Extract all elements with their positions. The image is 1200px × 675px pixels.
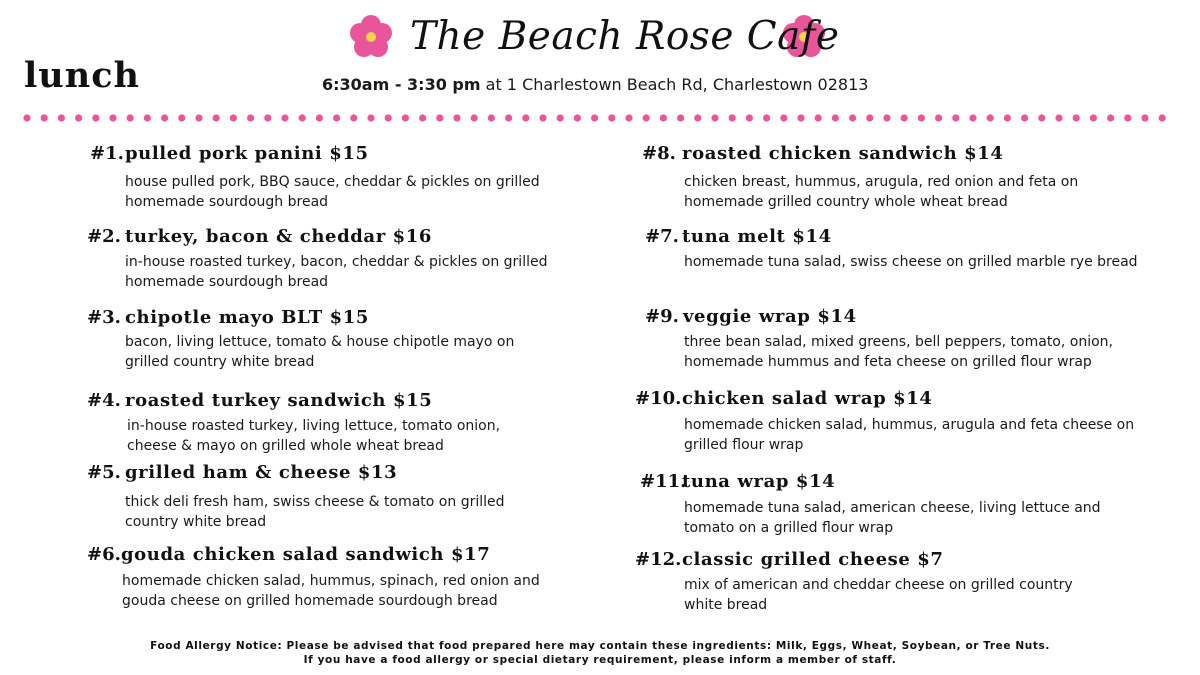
item-number: #11. <box>640 471 687 492</box>
divider-dot <box>557 114 564 121</box>
item-name: veggie wrap $14 <box>683 306 857 327</box>
item-name: turkey, bacon & cheddar $16 <box>125 226 433 247</box>
divider-dot <box>780 114 787 121</box>
item-name: grilled ham & cheese $13 <box>125 462 398 483</box>
item-name: classic grilled cheese $7 <box>682 549 944 570</box>
divider-dot <box>316 114 323 121</box>
divider-dot <box>969 114 976 121</box>
allergy-notice-line2: If you have a food allergy or special dietary requirement, please inform a member of staff. <box>303 654 897 666</box>
divider-dot <box>230 114 237 121</box>
divider-dot <box>58 114 65 121</box>
item-description: homemade chicken salad, hummus, arugula and feta cheese on grilled flour wrap <box>684 417 1135 453</box>
divider-dot <box>1090 114 1097 121</box>
item-description: bacon, living lettuce, tomato & house chipotle mayo on grilled country white bread <box>125 334 515 370</box>
divider-dot <box>23 114 30 121</box>
item-number: #3. <box>87 307 121 328</box>
divider-dot <box>711 114 718 121</box>
divider-dot <box>901 114 908 121</box>
divider-dot <box>608 114 615 121</box>
item-description: homemade chicken salad, hummus, spinach, red onion and gouda cheese on grilled homemade sourdough bread <box>122 573 540 609</box>
divider-dot <box>350 114 357 121</box>
divider-dot <box>746 114 753 121</box>
address: at 1 Charlestown Beach Rd, Charlestown 02813 <box>480 75 869 94</box>
item-number: #7. <box>645 226 679 247</box>
item-description: homemade tuna salad, swiss cheese on grilled marble rye bread <box>684 254 1138 270</box>
divider-dot <box>815 114 822 121</box>
divider-dot <box>883 114 890 121</box>
divider-dot <box>832 114 839 121</box>
item-description: thick deli fresh ham, swiss cheese & tomato on grilled country white bread <box>125 494 505 530</box>
dotted-divider <box>22 113 1182 123</box>
divider-dot <box>299 114 306 121</box>
item-name: chicken salad wrap $14 <box>682 388 933 409</box>
divider-dot <box>127 114 134 121</box>
item-number: #9. <box>645 306 679 327</box>
cafe-title: The Beach Rose Cafe <box>410 14 840 59</box>
item-name: chipotle mayo BLT $15 <box>125 307 370 328</box>
item-number: #4. <box>87 390 121 411</box>
divider-dot <box>677 114 684 121</box>
hours-address <box>322 75 868 94</box>
divider-dot <box>694 114 701 121</box>
item-number: #10. <box>635 388 682 409</box>
divider-dot <box>144 114 151 121</box>
item-description: mix of american and cheddar cheese on grilled country white bread <box>684 577 1073 613</box>
divider-dot <box>987 114 994 121</box>
item-number: #5. <box>87 462 121 483</box>
divider-dot <box>643 114 650 121</box>
divider-dot <box>849 114 856 121</box>
divider-dot <box>264 114 271 121</box>
item-description: in-house roasted turkey, bacon, cheddar & pickles on grilled homemade sourdough bread <box>125 254 548 290</box>
item-description: in-house roasted turkey, living lettuce, tomato onion, cheese & mayo on grilled whole wheat bread <box>127 418 501 454</box>
section-title: lunch <box>24 55 140 96</box>
item-name: roasted turkey sandwich $15 <box>125 390 433 411</box>
divider-dot <box>247 114 254 121</box>
divider-dot <box>385 114 392 121</box>
divider-dot <box>660 114 667 121</box>
item-name: gouda chicken salad sandwich $17 <box>121 544 491 565</box>
divider-dot <box>161 114 168 121</box>
divider-dot <box>178 114 185 121</box>
divider-dot <box>935 114 942 121</box>
divider-dot <box>505 114 512 121</box>
divider-dot <box>539 114 546 121</box>
divider-dot <box>1055 114 1062 121</box>
divider-dot <box>1038 114 1045 121</box>
item-description: homemade tuna salad, american cheese, living lettuce and tomato on a grilled flour wrap <box>684 500 1101 536</box>
item-description: chicken breast, hummus, arugula, red onion and feta on homemade grilled country whole wheat bread <box>684 174 1079 210</box>
divider-dot <box>625 114 632 121</box>
item-description: three bean salad, mixed greens, bell peppers, tomato, onion, homemade hummus and feta cheese on grilled flour wrap <box>684 334 1113 370</box>
divider-dot <box>797 114 804 121</box>
allergy-notice-line1: Food Allergy Notice: Please be advised that food prepared here may contain these ingredients: Milk, Eggs, Wheat, Soybean, or Tree Nuts. <box>150 640 1050 652</box>
item-number: #6. <box>87 544 121 565</box>
item-description: house pulled pork, BBQ sauce, cheddar & pickles on grilled homemade sourdough bread <box>125 174 540 210</box>
rose-flower-icon <box>348 14 394 60</box>
hours: 6:30am - 3:30 pm <box>322 75 481 94</box>
item-number: #1. <box>90 143 124 164</box>
divider-dot <box>1073 114 1080 121</box>
divider-dot <box>281 114 288 121</box>
divider-dot <box>591 114 598 121</box>
divider-dot <box>488 114 495 121</box>
divider-dot <box>918 114 925 121</box>
divider-dot <box>866 114 873 121</box>
divider-dot <box>453 114 460 121</box>
divider-dot <box>1159 114 1166 121</box>
divider-dot <box>213 114 220 121</box>
divider-dot <box>195 114 202 121</box>
divider-dot <box>1141 114 1148 121</box>
divider-dot <box>75 114 82 121</box>
divider-dot <box>952 114 959 121</box>
divider-dot <box>436 114 443 121</box>
divider-dot <box>333 114 340 121</box>
divider-dot <box>41 114 48 121</box>
divider-dot <box>763 114 770 121</box>
item-number: #12. <box>635 549 682 570</box>
item-number: #2. <box>87 226 121 247</box>
item-name: tuna melt $14 <box>682 226 832 247</box>
item-name: roasted chicken sandwich $14 <box>682 143 1004 164</box>
item-number: #8. <box>642 143 676 164</box>
divider-dot <box>92 114 99 121</box>
divider-dot <box>1004 114 1011 121</box>
divider-dot <box>1021 114 1028 121</box>
divider-dot <box>729 114 736 121</box>
item-name: tuna wrap $14 <box>682 471 836 492</box>
divider-dot <box>574 114 581 121</box>
divider-dot <box>419 114 426 121</box>
divider-dot <box>1124 114 1131 121</box>
item-name: pulled pork panini $15 <box>125 143 369 164</box>
divider-dot <box>1107 114 1114 121</box>
divider-dot <box>522 114 529 121</box>
divider-dot <box>109 114 116 121</box>
divider-dot <box>402 114 409 121</box>
divider-dot <box>367 114 374 121</box>
divider-dot <box>471 114 478 121</box>
